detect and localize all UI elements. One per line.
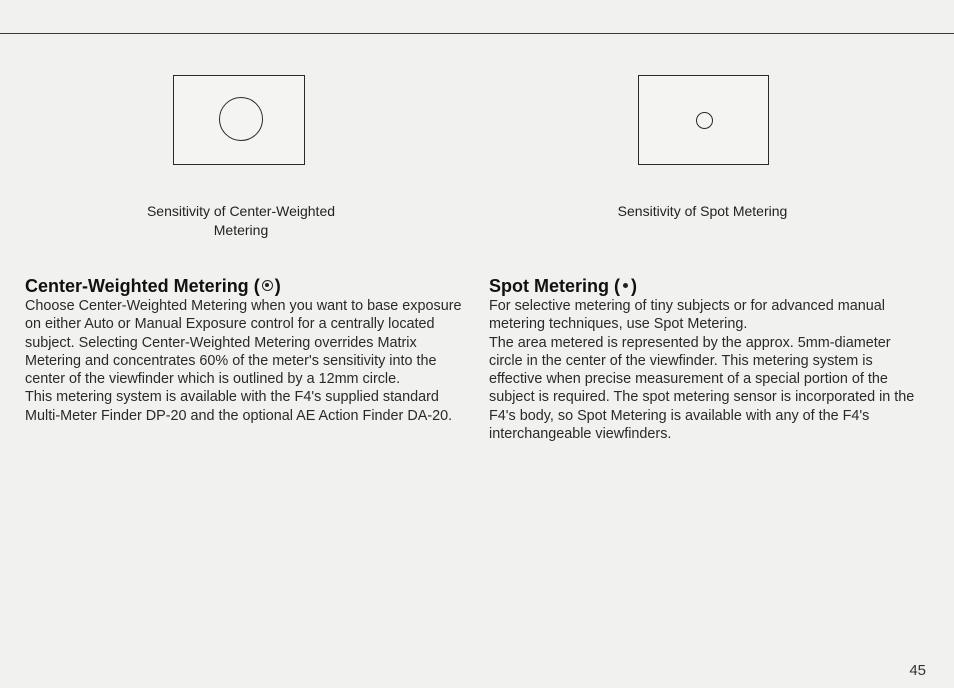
center-weighted-viewfinder-diagram xyxy=(173,75,305,165)
spot-diagram-caption: Sensitivity of Spot Metering xyxy=(617,203,788,219)
center-weighted-paragraph-2: This metering system is available with the F4's supplied standard Multi-Meter Finder DP-20 and the optional AE Action Finder DA-20. xyxy=(25,389,453,424)
center-weighted-section xyxy=(25,275,465,425)
spot-section xyxy=(489,275,927,443)
center-weighted-circle xyxy=(219,97,263,141)
spot-paragraph-1: For selective metering of tiny subjects or for advanced manual metering techniques, use Spot Metering. xyxy=(489,298,885,333)
top-rule xyxy=(0,33,954,34)
spot-title: Spot Metering xyxy=(489,276,609,296)
center-weighted-diagram-caption: Sensitivity of Center-Weighted Metering xyxy=(146,203,336,238)
spot-symbol-open: ( xyxy=(614,276,621,296)
spot-heading xyxy=(489,275,927,297)
page-number: 45 xyxy=(909,662,926,679)
center-weighted-title: Center-Weighted Metering xyxy=(25,276,249,296)
center-weighted-symbol-open: ( xyxy=(253,276,260,296)
center-weighted-symbol-close: ) xyxy=(274,276,281,296)
center-weighted-metering-icon xyxy=(262,280,273,291)
spot-metering-icon xyxy=(623,283,628,288)
spot-paragraph-2: The area metered is represented by the approx. 5mm-diameter circle in the center of the viewfinder. This metering system is effective when precise measurement of a special portion of the subject is required. The spot metering sensor is incorporated in the F4's body, so Spot Metering is available with any of the F4's interchangeable viewfinders. xyxy=(489,334,915,443)
center-weighted-heading xyxy=(25,275,465,297)
center-weighted-paragraph-1: Choose Center-Weighted Metering when you want to base exposure on either Auto or Manual Exposure control for a centrally located subject. Selecting Center-Weighted Metering overrides Matrix Metering and concentrates 60% of the meter's sensitivity into the center of the viewfinder which is outlined by a 12mm circle. xyxy=(25,298,462,388)
spot-circle xyxy=(696,112,713,129)
spot-viewfinder-diagram xyxy=(638,75,769,165)
spot-symbol-close: ) xyxy=(631,276,638,296)
